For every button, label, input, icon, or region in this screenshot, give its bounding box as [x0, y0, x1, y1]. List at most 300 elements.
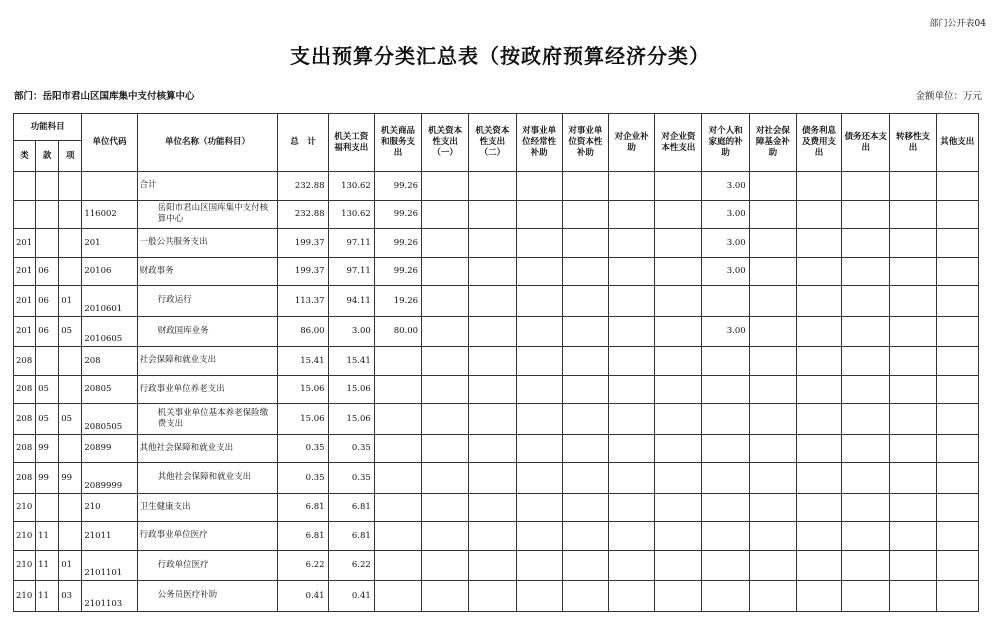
header-unit-code: 单位代码: [82, 114, 137, 172]
cell-unit-name: 行政事业单位医疗: [137, 522, 278, 551]
cell-lei: 210: [14, 522, 36, 551]
cell-c12: [842, 286, 890, 317]
cell-lei: 210: [14, 550, 36, 581]
cell-c7: [609, 347, 655, 376]
cell-c9: [702, 286, 749, 317]
cell-c14: [936, 581, 978, 612]
cell-c1: 97.11: [328, 257, 374, 286]
cell-kuan: 05: [36, 404, 59, 435]
cell-c4: [469, 581, 516, 612]
cell-c14: [936, 286, 978, 317]
cell-c7: [609, 550, 655, 581]
cell-c3: [422, 200, 469, 229]
cell-c13: [890, 550, 936, 581]
cell-c13: [890, 581, 936, 612]
table-row: [14, 463, 979, 494]
cell-c5: [516, 229, 562, 258]
cell-c12: [842, 257, 890, 286]
header-lei: 类: [14, 141, 36, 172]
cell-kuan: 11: [36, 581, 59, 612]
cell-c12: [842, 375, 890, 404]
cell-c6: [562, 522, 608, 551]
cell-c5: [516, 522, 562, 551]
cell-unit-name: 卫生健康支出: [137, 493, 278, 522]
header-c7: 对企业补助: [609, 114, 655, 172]
cell-c7: [609, 463, 655, 494]
cell-c11: [796, 200, 841, 229]
cell-c3: [422, 463, 469, 494]
cell-c9: [702, 581, 749, 612]
cell-lei: 201: [14, 286, 36, 317]
cell-c1: 15.06: [328, 404, 374, 435]
cell-c9: 3.00: [702, 257, 749, 286]
cell-c7: [609, 200, 655, 229]
cell-kuan: 99: [36, 463, 59, 494]
cell-c6: [562, 463, 608, 494]
cell-c13: [890, 375, 936, 404]
header-c2: 机关商品和服务支出: [374, 114, 421, 172]
cell-c4: [469, 347, 516, 376]
cell-c4: [469, 550, 516, 581]
cell-xiang: [59, 347, 82, 376]
table-row: [14, 347, 979, 376]
cell-lei: 208: [14, 434, 36, 463]
cell-c3: [422, 172, 469, 201]
cell-c2: [374, 581, 421, 612]
cell-c1: 130.62: [328, 172, 374, 201]
cell-c5: [516, 257, 562, 286]
table-row: [14, 257, 979, 286]
cell-c14: [936, 257, 978, 286]
cell-c7: [609, 522, 655, 551]
cell-kuan: [36, 347, 59, 376]
cell-unit-name: 行政运行: [137, 286, 278, 317]
cell-unit-name: 行政单位医疗: [137, 550, 278, 581]
cell-c7: [609, 316, 655, 347]
cell-c14: [936, 229, 978, 258]
cell-c12: [842, 404, 890, 435]
cell-c10: [749, 229, 796, 258]
cell-unit-code: 2101101: [82, 550, 137, 581]
cell-unit-code: [82, 172, 137, 201]
cell-c12: [842, 200, 890, 229]
cell-c14: [936, 404, 978, 435]
cell-c5: [516, 316, 562, 347]
table-row: [14, 581, 979, 612]
cell-xiang: 01: [59, 550, 82, 581]
cell-c2: [374, 493, 421, 522]
cell-kuan: 06: [36, 286, 59, 317]
cell-c12: [842, 347, 890, 376]
cell-kuan: [36, 229, 59, 258]
cell-c1: 15.06: [328, 375, 374, 404]
cell-unit-code: 20899: [82, 434, 137, 463]
cell-c5: [516, 172, 562, 201]
cell-c2: [374, 347, 421, 376]
cell-c4: [469, 434, 516, 463]
cell-c2: 80.00: [374, 316, 421, 347]
cell-c14: [936, 463, 978, 494]
cell-lei: 210: [14, 493, 36, 522]
table-row: [14, 375, 979, 404]
cell-c14: [936, 316, 978, 347]
cell-lei: [14, 172, 36, 201]
cell-xiang: 01: [59, 286, 82, 317]
page-title: 支出预算分类汇总表（按政府预算经济分类）: [290, 44, 710, 68]
cell-unit-code: 201: [82, 229, 137, 258]
cell-unit-code: 210: [82, 493, 137, 522]
cell-c8: [655, 493, 702, 522]
cell-xiang: 03: [59, 581, 82, 612]
cell-c2: [374, 404, 421, 435]
header-c14: 其他支出: [936, 114, 978, 172]
cell-unit-code: 208: [82, 347, 137, 376]
cell-total: 199.37: [278, 229, 328, 258]
cell-c11: [796, 581, 841, 612]
cell-xiang: 05: [59, 316, 82, 347]
cell-c4: [469, 200, 516, 229]
cell-c4: [469, 316, 516, 347]
cell-c5: [516, 493, 562, 522]
cell-c5: [516, 581, 562, 612]
table-row: [14, 200, 979, 229]
cell-c10: [749, 550, 796, 581]
cell-c2: 99.26: [374, 200, 421, 229]
cell-total: 232.88: [278, 200, 328, 229]
cell-total: 6.81: [278, 493, 328, 522]
cell-unit-code: 2101103: [82, 581, 137, 612]
cell-c8: [655, 257, 702, 286]
header-c8: 对企业资本性支出: [655, 114, 702, 172]
cell-c1: 97.11: [328, 229, 374, 258]
cell-c7: [609, 581, 655, 612]
cell-c12: [842, 522, 890, 551]
cell-c9: 3.00: [702, 316, 749, 347]
cell-c1: 3.00: [328, 316, 374, 347]
cell-c9: [702, 375, 749, 404]
cell-c7: [609, 257, 655, 286]
cell-c8: [655, 347, 702, 376]
cell-c10: [749, 434, 796, 463]
cell-kuan: 06: [36, 257, 59, 286]
cell-xiang: [59, 522, 82, 551]
amount-unit-label: 金额单位：万元: [915, 91, 982, 102]
cell-total: 0.41: [278, 581, 328, 612]
cell-c11: [796, 172, 841, 201]
cell-c6: [562, 347, 608, 376]
cell-c6: [562, 257, 608, 286]
header-total: 总 计: [278, 114, 328, 172]
cell-c9: 3.00: [702, 229, 749, 258]
cell-c11: [796, 550, 841, 581]
cell-c4: [469, 522, 516, 551]
cell-c12: [842, 434, 890, 463]
cell-c9: [702, 434, 749, 463]
cell-c7: [609, 404, 655, 435]
cell-unit-name: 财政国库业务: [137, 316, 278, 347]
cell-c5: [516, 286, 562, 317]
cell-c9: [702, 404, 749, 435]
cell-c7: [609, 286, 655, 317]
cell-c4: [469, 172, 516, 201]
cell-c2: 99.26: [374, 229, 421, 258]
cell-c4: [469, 375, 516, 404]
cell-c6: [562, 286, 608, 317]
header-c12: 债务还本支出: [842, 114, 890, 172]
cell-xiang: [59, 200, 82, 229]
cell-unit-name: 其他社会保障和就业支出: [137, 434, 278, 463]
cell-xiang: [59, 172, 82, 201]
cell-c9: [702, 463, 749, 494]
cell-c2: 19.26: [374, 286, 421, 317]
cell-unit-name: 行政事业单位养老支出: [137, 375, 278, 404]
cell-unit-code: 2089999: [82, 463, 137, 494]
cell-c4: [469, 404, 516, 435]
cell-c12: [842, 493, 890, 522]
cell-c11: [796, 463, 841, 494]
cell-c9: [702, 493, 749, 522]
cell-c8: [655, 581, 702, 612]
cell-c11: [796, 522, 841, 551]
cell-total: 15.06: [278, 404, 328, 435]
cell-c8: [655, 404, 702, 435]
cell-c12: [842, 316, 890, 347]
cell-lei: 208: [14, 347, 36, 376]
cell-c14: [936, 172, 978, 201]
cell-total: 6.22: [278, 550, 328, 581]
cell-c8: [655, 434, 702, 463]
header-c3: 机关资本性支出（一）: [422, 114, 469, 172]
cell-c13: [890, 404, 936, 435]
cell-c8: [655, 200, 702, 229]
cell-c10: [749, 375, 796, 404]
cell-lei: 208: [14, 404, 36, 435]
header-xiang: 项: [59, 141, 82, 172]
cell-c2: [374, 434, 421, 463]
cell-c5: [516, 550, 562, 581]
cell-c4: [469, 493, 516, 522]
cell-c13: [890, 200, 936, 229]
cell-c7: [609, 493, 655, 522]
cell-unit-name: 一般公共服务支出: [137, 229, 278, 258]
table-row: [14, 172, 979, 201]
cell-c8: [655, 522, 702, 551]
cell-unit-code: 2010605: [82, 316, 137, 347]
cell-c3: [422, 581, 469, 612]
cell-unit-name: 合计: [137, 172, 278, 201]
cell-c5: [516, 200, 562, 229]
cell-c8: [655, 286, 702, 317]
cell-c4: [469, 286, 516, 317]
cell-c10: [749, 493, 796, 522]
cell-unit-code: 21011: [82, 522, 137, 551]
header-kuan: 款: [36, 141, 59, 172]
header-c4: 机关资本性支出（二）: [469, 114, 516, 172]
cell-c10: [749, 257, 796, 286]
cell-lei: 201: [14, 257, 36, 286]
cell-unit-code: 2010601: [82, 286, 137, 317]
table-row: [14, 550, 979, 581]
cell-c3: [422, 493, 469, 522]
cell-c3: [422, 257, 469, 286]
cell-c1: 6.22: [328, 550, 374, 581]
cell-c10: [749, 316, 796, 347]
cell-xiang: [59, 229, 82, 258]
cell-total: 15.41: [278, 347, 328, 376]
cell-c12: [842, 581, 890, 612]
cell-c2: [374, 522, 421, 551]
cell-c11: [796, 434, 841, 463]
cell-c3: [422, 229, 469, 258]
header-c5: 对事业单位经常性补助: [516, 114, 562, 172]
cell-c1: 6.81: [328, 493, 374, 522]
cell-c1: 0.35: [328, 434, 374, 463]
cell-total: 6.81: [278, 522, 328, 551]
cell-lei: 208: [14, 463, 36, 494]
cell-c11: [796, 286, 841, 317]
cell-c5: [516, 375, 562, 404]
cell-unit-name: 岳阳市君山区国库集中支付核算中心: [137, 200, 278, 229]
cell-xiang: [59, 493, 82, 522]
cell-c8: [655, 172, 702, 201]
cell-c5: [516, 434, 562, 463]
table-row: [14, 286, 979, 317]
expenditure-summary-table: [13, 113, 979, 612]
cell-kuan: [36, 200, 59, 229]
header-func-subject: 功能科目: [14, 114, 82, 141]
cell-c6: [562, 172, 608, 201]
cell-unit-name: 机关事业单位基本养老保险缴费支出: [137, 404, 278, 435]
cell-xiang: [59, 434, 82, 463]
cell-c7: [609, 172, 655, 201]
cell-c10: [749, 404, 796, 435]
cell-c7: [609, 434, 655, 463]
department-label: 部门：岳阳市君山区国库集中支付核算中心: [14, 91, 195, 102]
cell-c6: [562, 316, 608, 347]
cell-c2: [374, 375, 421, 404]
cell-c13: [890, 493, 936, 522]
cell-c2: 99.26: [374, 172, 421, 201]
cell-unit-name: 其他社会保障和就业支出: [137, 463, 278, 494]
cell-c3: [422, 286, 469, 317]
cell-total: 199.37: [278, 257, 328, 286]
cell-unit-code: 116002: [82, 200, 137, 229]
cell-c10: [749, 200, 796, 229]
header-c1: 机关工资福利支出: [328, 114, 374, 172]
cell-total: 0.35: [278, 463, 328, 494]
header-c6: 对事业单位资本性补助: [562, 114, 608, 172]
cell-c1: 0.35: [328, 463, 374, 494]
cell-c11: [796, 229, 841, 258]
cell-lei: [14, 200, 36, 229]
cell-kuan: 11: [36, 550, 59, 581]
cell-c13: [890, 257, 936, 286]
cell-c6: [562, 200, 608, 229]
cell-c6: [562, 375, 608, 404]
cell-c4: [469, 229, 516, 258]
cell-c14: [936, 347, 978, 376]
cell-c13: [890, 172, 936, 201]
cell-kuan: [36, 493, 59, 522]
cell-c3: [422, 550, 469, 581]
cell-total: 232.88: [278, 172, 328, 201]
table-row: [14, 434, 979, 463]
cell-kuan: 99: [36, 434, 59, 463]
cell-kuan: [36, 172, 59, 201]
cell-c8: [655, 375, 702, 404]
cell-c1: 6.81: [328, 522, 374, 551]
cell-c11: [796, 493, 841, 522]
cell-c3: [422, 375, 469, 404]
cell-unit-name: 社会保障和就业支出: [137, 347, 278, 376]
header-c13: 转移性支出: [890, 114, 936, 172]
cell-xiang: 99: [59, 463, 82, 494]
cell-total: 86.00: [278, 316, 328, 347]
cell-c1: 15.41: [328, 347, 374, 376]
cell-c10: [749, 463, 796, 494]
header-unit-name: 单位名称（功能科目）: [137, 114, 278, 172]
cell-c6: [562, 404, 608, 435]
cell-c3: [422, 347, 469, 376]
cell-c13: [890, 347, 936, 376]
cell-c12: [842, 229, 890, 258]
cell-c1: 130.62: [328, 200, 374, 229]
cell-c14: [936, 522, 978, 551]
cell-c5: [516, 347, 562, 376]
cell-c14: [936, 375, 978, 404]
cell-lei: 201: [14, 229, 36, 258]
cell-c14: [936, 200, 978, 229]
cell-c14: [936, 434, 978, 463]
table-row: [14, 316, 979, 347]
cell-c3: [422, 404, 469, 435]
header-c9: 对个人和家庭的补助: [702, 114, 749, 172]
cell-c11: [796, 404, 841, 435]
cell-xiang: 05: [59, 404, 82, 435]
cell-kuan: 05: [36, 375, 59, 404]
cell-lei: 208: [14, 375, 36, 404]
cell-c3: [422, 434, 469, 463]
cell-c12: [842, 550, 890, 581]
header-c11: 债务利息及费用支出: [796, 114, 841, 172]
cell-kuan: 06: [36, 316, 59, 347]
cell-c10: [749, 347, 796, 376]
cell-c9: [702, 522, 749, 551]
header-c10: 对社会保障基金补助: [749, 114, 796, 172]
cell-c10: [749, 581, 796, 612]
cell-c13: [890, 229, 936, 258]
cell-c13: [890, 463, 936, 494]
cell-c12: [842, 463, 890, 494]
cell-unit-code: 20106: [82, 257, 137, 286]
cell-c10: [749, 172, 796, 201]
cell-c8: [655, 550, 702, 581]
cell-c14: [936, 493, 978, 522]
cell-c6: [562, 229, 608, 258]
cell-c13: [890, 522, 936, 551]
cell-c14: [936, 550, 978, 581]
cell-total: 113.37: [278, 286, 328, 317]
table-row: [14, 229, 979, 258]
cell-unit-name: 公务员医疗补助: [137, 581, 278, 612]
cell-xiang: [59, 257, 82, 286]
cell-c11: [796, 316, 841, 347]
cell-unit-code: 20805: [82, 375, 137, 404]
cell-c6: [562, 581, 608, 612]
cell-total: 0.35: [278, 434, 328, 463]
cell-c3: [422, 522, 469, 551]
cell-kuan: 11: [36, 522, 59, 551]
